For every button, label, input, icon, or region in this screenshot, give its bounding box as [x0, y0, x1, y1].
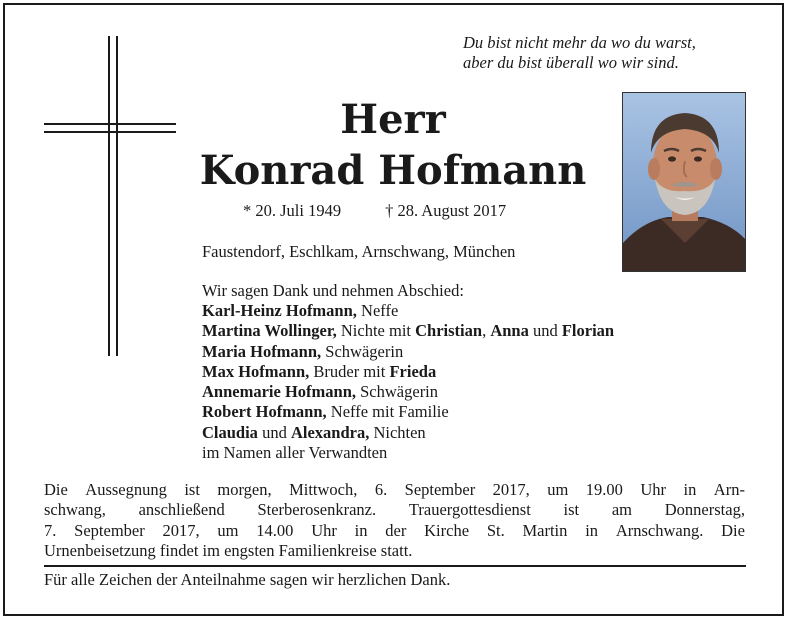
quote-line-2: aber du bist überall wo wir sind. — [463, 53, 679, 72]
word: Mittwoch, — [289, 480, 358, 499]
word: 14.00 — [256, 520, 294, 540]
separator: und — [528, 321, 562, 341]
death-date: † 28. August 2017 — [385, 201, 507, 220]
mourner-relation: Bruder mit — [309, 361, 390, 381]
word: Donnerstag, — [664, 500, 745, 520]
mourner-name: Claudia — [202, 422, 258, 442]
word: Trauergottesdienst — [408, 500, 531, 520]
closing-thanks: Für alle Zeichen der Anteilnahme sagen wir herzlichen Dank. — [44, 570, 451, 589]
announcement-line: Urnenbeisetzung findet im engsten Familienkreise statt. — [44, 540, 413, 560]
mourner-relation: Neffe mit Familie — [326, 402, 449, 422]
mourner-name: Maria Hofmann, — [202, 341, 322, 361]
mourner-name: Frieda — [389, 361, 437, 381]
mourner-relation: Schwägerin — [356, 382, 439, 402]
birth-date: * 20. Juli 1949 — [243, 201, 342, 220]
word: ist — [184, 480, 200, 499]
word: 7. — [44, 520, 57, 540]
word: Uhr — [311, 520, 337, 540]
mourner-name: Max Hofmann, — [202, 361, 310, 381]
list-item — [202, 301, 614, 321]
word: in — [585, 520, 599, 540]
word: in — [354, 520, 368, 540]
word: Uhr — [640, 480, 667, 499]
separator: , — [482, 321, 491, 341]
word: September — [74, 520, 145, 540]
separator: und — [257, 422, 291, 442]
announcement-line — [44, 521, 745, 541]
list-item — [202, 443, 614, 463]
word: der — [385, 520, 407, 540]
mourner-name: Karl-Heinz Hofmann, — [202, 301, 357, 320]
word: schwang, — [44, 500, 106, 520]
word: am — [611, 500, 633, 520]
funeral-announcement — [44, 480, 745, 561]
mourners-list — [202, 301, 614, 463]
mourner-name: Florian — [561, 321, 615, 341]
epigraph-quote — [463, 33, 753, 73]
thanks-intro: Wir sagen Dank und nehmen Abschied: — [202, 281, 464, 300]
word: anschließend — [138, 500, 225, 520]
list-item — [202, 423, 614, 443]
word: 6. — [374, 480, 388, 499]
life-dates — [243, 201, 506, 221]
cross-icon — [44, 36, 176, 356]
list-item — [202, 321, 614, 341]
mourner-relation: Nichte mit — [336, 321, 416, 341]
word: 19.00 — [585, 480, 623, 499]
portrait-photo — [622, 92, 746, 272]
word: um — [547, 480, 569, 499]
list-item — [202, 342, 614, 362]
word: Sterberosenkranz. — [257, 500, 377, 520]
mourner-name: Robert Hofmann, — [202, 402, 327, 422]
mourner-relation: Neffe — [356, 301, 399, 320]
list-item — [202, 382, 614, 402]
places-line: Faustendorf, Eschlkam, Arnschwang, München — [202, 242, 516, 261]
mourner-relation: im Namen aller Verwandten — [202, 443, 388, 463]
word: Aussegnung — [85, 480, 167, 499]
word: Arnschwang. — [615, 520, 704, 540]
word: Kirche — [424, 520, 470, 540]
quote-line-1: Du bist nicht mehr da wo du warst, — [463, 33, 696, 52]
mourner-name: Martina Wollinger, — [202, 321, 337, 341]
salutation: Herr — [340, 96, 446, 143]
mourner-name: Alexandra, — [290, 422, 370, 442]
word: ist — [563, 500, 580, 520]
list-item — [202, 362, 614, 382]
word: Die — [721, 520, 745, 540]
deceased-name: Konrad Hofmann — [199, 147, 587, 194]
announcement-line — [44, 500, 745, 520]
word: Martin — [522, 520, 568, 540]
word: morgen, — [217, 480, 272, 499]
word: Die — [44, 480, 68, 499]
word: 2017, — [162, 520, 200, 540]
word: 2017, — [492, 480, 530, 499]
divider — [44, 565, 746, 567]
mourner-name: Christian — [415, 321, 483, 341]
word: September — [404, 480, 476, 499]
word: St. — [486, 520, 505, 540]
mourner-name: Anna — [490, 321, 529, 341]
mourner-name: Annemarie Hofmann, — [202, 382, 356, 402]
word: in — [683, 480, 697, 499]
announcement-line — [44, 480, 745, 500]
list-item — [202, 402, 614, 422]
mourner-relation: Nichten — [369, 422, 426, 442]
word: um — [217, 520, 239, 540]
mourner-relation: Schwägerin — [321, 341, 404, 361]
word: Arn- — [713, 480, 745, 499]
